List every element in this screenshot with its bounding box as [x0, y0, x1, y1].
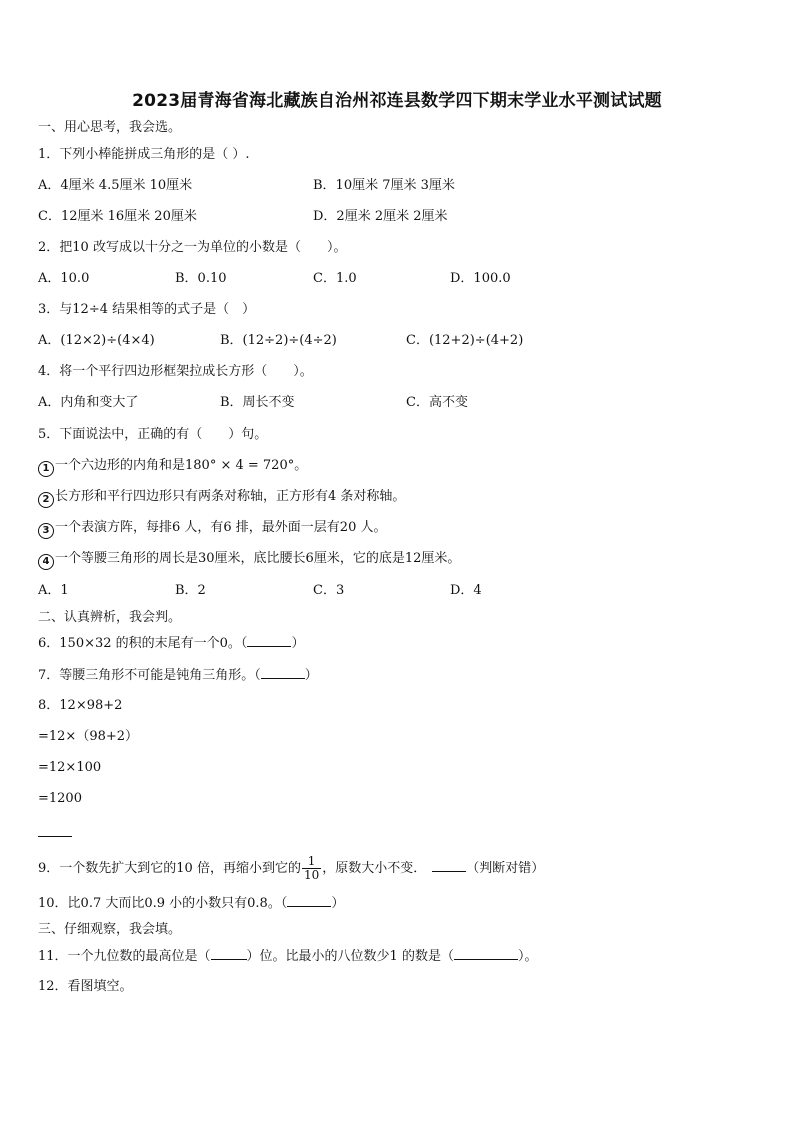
q7-answer-blank[interactable] [261, 666, 305, 679]
q5-s2-text: 长方形和平行四边形只有两条对称轴，正方形有4 条对称轴。 [55, 489, 406, 504]
question-3: 3．与12÷4 结果相等的式子是（ ） [38, 302, 256, 317]
circled-number-1: 1 [38, 461, 54, 477]
q9-text-2: ，原数大小不变． [322, 861, 427, 876]
question-1: 1．下列小棒能拼成三角形的是（ ）. [38, 147, 250, 162]
q5-s1-end: 。 [294, 458, 308, 473]
q3-option-b[interactable]: B．(12÷2)÷(4÷2) [220, 333, 337, 348]
question-9 [38, 855, 544, 882]
question-12: 12．看图填空。 [38, 979, 133, 994]
q8-line-1: 8．12×98+2 [38, 698, 123, 713]
q8-line-2: =12×（98+2） [38, 729, 139, 744]
q9-end: （判断对错） [466, 861, 545, 876]
q5-s3-text: 一个表演方阵，每排6 人，有6 排，最外面一层有20 人。 [55, 520, 387, 535]
q1-option-c[interactable]: C．12厘米 16厘米 20厘米 [38, 209, 197, 224]
q5-option-c[interactable]: C．3 [313, 583, 345, 598]
q5-s1-formula: 180° × 4 = 720° [185, 458, 295, 473]
section-3-heading: 三、仔细观察，我会填。 [38, 922, 182, 937]
circled-number-4: 4 [38, 554, 54, 570]
question-6 [38, 634, 304, 653]
section-1-heading: 一、用心思考，我会选。 [38, 120, 182, 135]
q11-text-2: ）位。比最小的八位数少1 的数是（ [246, 949, 454, 964]
q2-option-c[interactable]: C．1.0 [313, 271, 357, 286]
page-title: 2023届青海省海北藏族自治州祁连县数学四下期末学业水平测试试题 [132, 91, 662, 111]
q3-option-a[interactable]: A．(12×2)÷(4×4) [38, 333, 155, 348]
q10-text: 10．比0.7 大而比0.9 小的小数只有0.8。（ [38, 896, 288, 911]
q5-option-a[interactable]: A．1 [38, 583, 69, 598]
q5-statement-2 [38, 488, 405, 508]
q8-answer-blank[interactable] [38, 836, 72, 837]
q11-end: ）。 [517, 949, 538, 964]
question-4: 4．将一个平行四边形框架拉成长方形（ ）。 [38, 364, 313, 379]
q7-end: ） [304, 668, 318, 683]
q7-text: 7．等腰三角形不可能是钝角三角形。（ [38, 668, 261, 683]
q4-option-a[interactable]: A．内角和变大了 [38, 395, 139, 410]
q10-end: ） [331, 896, 345, 911]
q8-line-3: =12×100 [38, 760, 102, 775]
q1-option-b[interactable]: B．10厘米 7厘米 3厘米 [313, 178, 455, 193]
q8-line-4: =1200 [38, 791, 82, 806]
q5-statement-4 [38, 550, 460, 570]
q6-answer-blank[interactable] [247, 634, 291, 647]
q9-answer-blank[interactable] [432, 859, 466, 872]
q11-answer-blank-1[interactable] [211, 947, 247, 960]
question-5: 5．下面说法中，正确的有（ ）句。 [38, 427, 268, 442]
q5-option-b[interactable]: B．2 [175, 583, 206, 598]
q1-option-a[interactable]: A．4厘米 4.5厘米 10厘米 [38, 178, 193, 193]
q6-end: ） [291, 636, 305, 651]
q5-s4-text: 一个等腰三角形的周长是30厘米，底比腰长6厘米，它的底是12厘米。 [55, 551, 461, 566]
q10-answer-blank[interactable] [287, 894, 331, 907]
question-7 [38, 666, 318, 685]
question-11 [38, 947, 537, 966]
q5-statement-1 [38, 457, 307, 477]
question-2: 2．把10 改写成以十分之一为单位的小数是（ ）。 [38, 240, 347, 255]
q6-text: 6．150×32 的积的末尾有一个0。（ [38, 636, 248, 651]
q4-option-c[interactable]: C．高不变 [406, 395, 468, 410]
q11-text: 11．一个九位数的最高位是（ [38, 949, 211, 964]
fraction-one-tenth [302, 855, 321, 882]
circled-number-3: 3 [38, 523, 54, 539]
q1-option-d[interactable]: D．2厘米 2厘米 2厘米 [313, 209, 448, 224]
fraction-numerator: 1 [307, 854, 316, 868]
fraction-denominator: 10 [303, 868, 320, 882]
q2-option-b[interactable]: B．0.10 [175, 271, 227, 286]
q2-option-a[interactable]: A．10.0 [38, 271, 90, 286]
q3-option-c[interactable]: C．(12+2)÷(4+2) [406, 333, 524, 348]
q11-answer-blank-2[interactable] [454, 947, 518, 960]
q5-statement-3 [38, 519, 386, 539]
circled-number-2: 2 [38, 492, 54, 508]
q5-s1-text: 一个六边形的内角和是 [55, 458, 186, 473]
q9-text: 9．一个数先扩大到它的10 倍，再缩小到它的 [38, 861, 301, 876]
q5-option-d[interactable]: D．4 [450, 583, 482, 598]
section-2-heading: 二、认真辨析，我会判。 [38, 610, 182, 625]
q4-option-b[interactable]: B．周长不变 [220, 395, 295, 410]
question-10 [38, 894, 344, 913]
q2-option-d[interactable]: D．100.0 [450, 271, 511, 286]
